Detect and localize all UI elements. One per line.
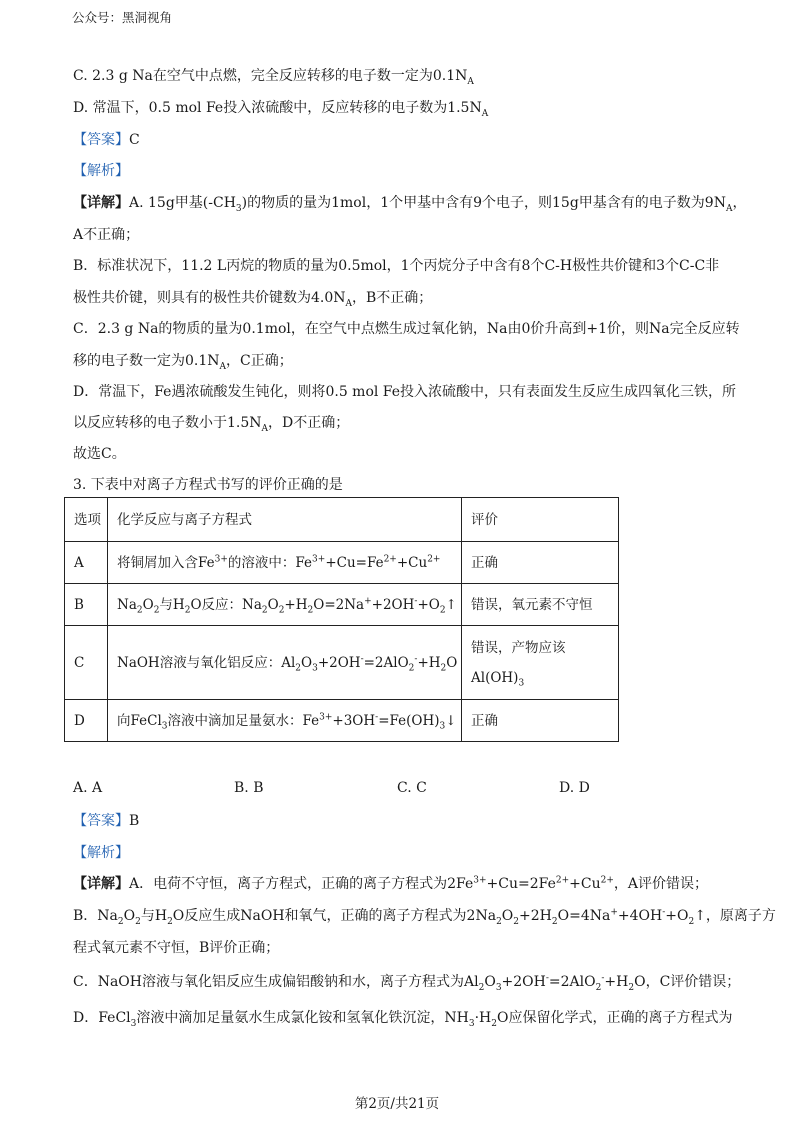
q3-answer-line: 【答案】B <box>73 813 140 829</box>
detail-a-line1: 【详解】A. 15g甲基$(-CH_3)$的物质的量为1mol，1个甲基中含有9个电子，则15g甲基含有的电子数为$9N_A$， <box>73 195 747 214</box>
q3-detail-a: 【详解】A．电荷不守恒，离子方程式，正确的离子方程式为$2Fe^{3+}+Cu=2Fe^{2+}+Cu^{2+}$，A评价错误； <box>73 875 709 892</box>
header-option: 选项 <box>65 498 108 542</box>
table-row <box>65 626 619 700</box>
row-option: D <box>65 700 108 742</box>
row-evaluation <box>462 626 619 700</box>
row-equation: $Na_2O_2$与$H_2O$反应：$Na_2O_2+H_2O=2Na^++2OH^-+O_2↑$ <box>108 584 462 626</box>
choice-b: B. B <box>234 780 264 796</box>
choice-c: C. C <box>397 780 427 796</box>
row-option: A <box>65 542 108 584</box>
page-header: 公众号：黑洞视角 <box>72 10 173 25</box>
conclusion-line: 故选C。 <box>73 446 126 462</box>
q3-stem: 3. 下表中对离子方程式书写的评价正确的是 <box>73 477 343 493</box>
q3-detail-d: D．FeCl$_3$溶液中滴加足量氨水生成氯化铵和氢氧化铁沉淀，$NH_3\cdot H_2O$应保留化学式，正确的离子方程式为 <box>73 1010 733 1029</box>
row-evaluation-line1: 错误，产物应该 <box>471 639 566 656</box>
choice-d: D. D <box>559 780 590 796</box>
analysis-label: 【解析】 <box>73 163 129 179</box>
row-evaluation: 错误，氧元素不守恒 <box>462 584 619 626</box>
evaluation-table <box>64 497 619 742</box>
detail-d-line2: 以反应转移的电子数小于$1.5N_A$，D不正确； <box>73 415 350 434</box>
detail-c-line2: 移的电子数一定为$0.1N_A$，C正确； <box>73 353 293 372</box>
option-d-line: D. 常温下，0.5 mol Fe投入浓硫酸中，反应转移的电子数为$1.5N_A$ <box>73 100 489 119</box>
table-header-row <box>65 498 619 542</box>
detail-b-line2: 极性共价键，则具有的极性共价键数为$4.0N_A$，B不正确； <box>73 290 433 309</box>
row-evaluation: 正确 <box>462 542 619 584</box>
option-c-line: C. 2.3 g Na在空气中点燃，完全反应转移的电子数一定为$0.1N_A$ <box>73 68 474 87</box>
table-row <box>65 542 619 584</box>
row-equation: NaOH溶液与氧化铝反应：$Al_2O_3+2OH^-=2AlO_2^-+H_2O$ <box>108 626 462 700</box>
row-equation: 向FeCl$_3$溶液中滴加足量氨水：$Fe^{3+}+3OH^-=Fe(OH)_3↓$ <box>108 700 462 742</box>
q3-detail-b2: 程式氧元素不守恒，B评价正确； <box>73 940 280 956</box>
detail-c-line1: C．2.3 g Na的物质的量为0.1mol，在空气中点燃生成过氧化钠，Na由0价升高到+1价，则Na完全反应转 <box>73 321 740 337</box>
answer-line: 【答案】C <box>73 132 140 148</box>
header-equation: 化学反应与离子方程式 <box>108 498 462 542</box>
row-option: C <box>65 626 108 700</box>
row-evaluation: 正确 <box>462 700 619 742</box>
table-row <box>65 700 619 742</box>
page-footer: 第2页/共21页 <box>354 1096 440 1112</box>
row-evaluation-line2: $Al(OH)_3$ <box>471 669 525 689</box>
q3-analysis-label: 【解析】 <box>73 845 129 861</box>
q3-detail-c: C．NaOH溶液与氧化铝反应生成偏铝酸钠和水，离子方程式为$Al_2O_3+2OH^-=2AlO_2^-+H_2O$，C评价错误； <box>73 973 741 993</box>
detail-b-line1: B．标准状况下，11.2 L丙烷的物质的量为0.5mol，1个丙烷分子中含有8个C-H极性共价键和3个C-C非 <box>73 258 720 274</box>
detail-a-line2: A不正确； <box>73 227 140 243</box>
detail-d-line1: D．常温下，Fe遇浓硫酸发生钝化，则将0.5 mol Fe投入浓硫酸中，只有表面发生反应生成四氧化三铁，所 <box>73 384 737 400</box>
q3-detail-b1: B．$Na_2O_2$与$H_2O$反应生成NaOH和氧气，正确的离子方程式为$2Na_2O_2+2H_2O=4Na^++4OH^-+O_2↑$，原离子方 <box>73 907 776 927</box>
choice-a: A. A <box>73 780 103 796</box>
table-row <box>65 584 619 626</box>
row-option: B <box>65 584 108 626</box>
row-equation: 将铜屑加入含$Fe^{3+}$的溶液中：$Fe^{3+}+Cu=Fe^{2+}+Cu^{2+}$ <box>108 542 462 584</box>
header-evaluation: 评价 <box>462 498 619 542</box>
